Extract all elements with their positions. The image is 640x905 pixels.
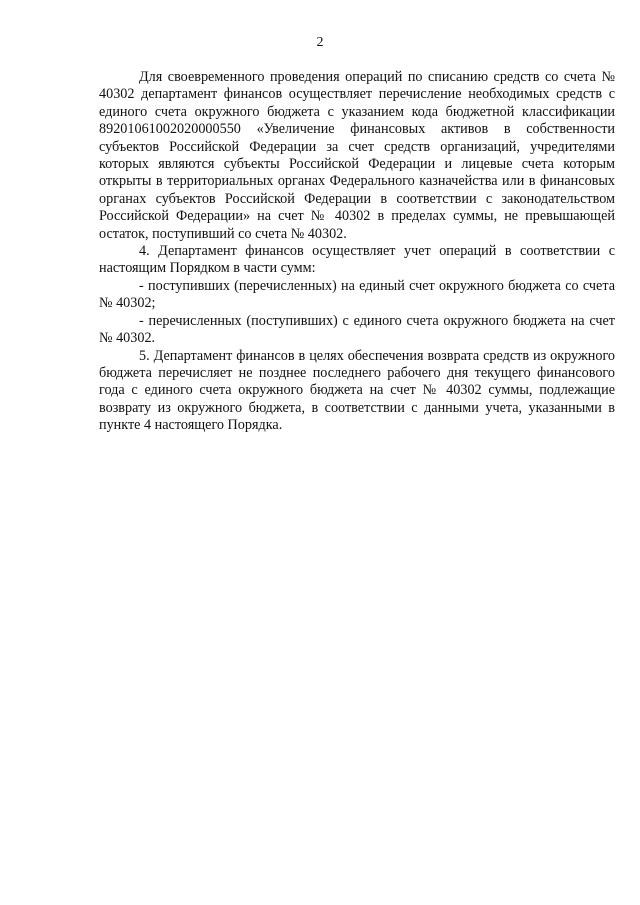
page-number: 2 — [316, 35, 324, 50]
paragraph-4-accounting: 4. Департамент финансов осуществляет учет операций в соответствии с настоящим Порядком в части сумм: — [99, 243, 615, 277]
list-item-received: - поступивших (перечисленных) на единый счет окружного бюджета со счета № 40302; — [99, 277, 615, 312]
paragraph-funds-transfer: Для своевременного проведения операций по списанию средств со счета № 40302 департамент финансов осуществляет перечисление необходимых средств с единого счета окружного бюджета с указанием кода бюджетной классификации 89201061002020000550 «Увеличение финансовых активов в собственности субъектов Российской Федерации за счет средств организаций, учредителями которых являются субъекты Российской Федерации и лицевые счета которым открыты в территориальных органах Федерального казначейства или в финансовых органах субъектов Российской Федерации в соответствии с законодательством Российской Федерации» на счет № 40302 в пределах суммы, не превышающей остаток, поступивший со счета № 40302. — [99, 69, 615, 242]
paragraph-5-refund: 5. Департамент финансов в целях обеспечения возврата средств из окружного бюджета перечисляет не позднее последнего рабочего дня текущего финансового года с единого счета окружного бюджета на счет № 40302 суммы, подлежащие возврату из окружного бюджета, в соответствии с данными учета, указанными в пункте 4 настоящего Порядка. — [99, 347, 615, 434]
document-body — [99, 69, 615, 435]
list-item-transferred: - перечисленных (поступивших) с единого счета окружного бюджета на счет № 40302. — [99, 312, 615, 347]
